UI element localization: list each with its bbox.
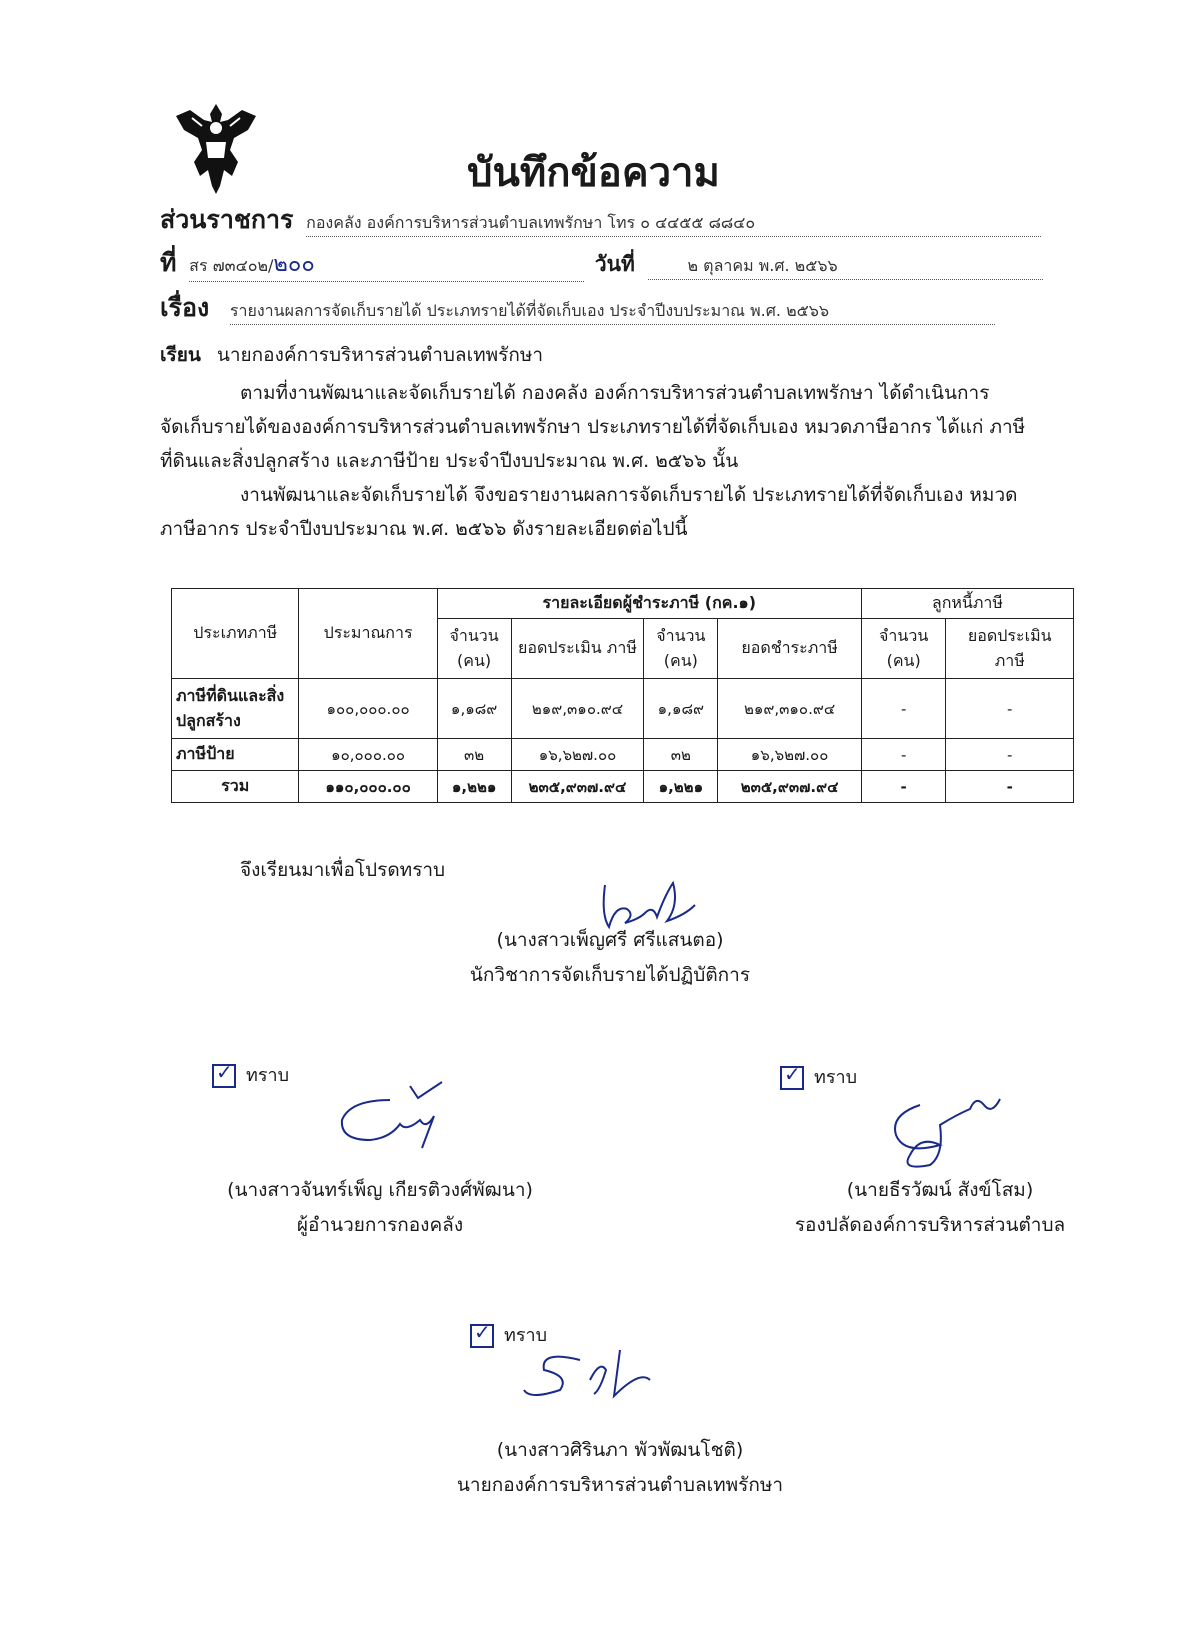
- reference-label: ที่: [160, 248, 177, 277]
- director-ack-label: ทราบ: [246, 1065, 290, 1086]
- para2-line1: งานพัฒนาและจัดเก็บรายได้ จึงขอรายงานผลการจัดเก็บรายได้ ประเภทรายได้ที่จัดเก็บเอง หมวด: [240, 484, 1018, 506]
- director-title: ผู้อำนวยการกองคลัง: [296, 1214, 464, 1236]
- recipient-label: เรียน: [160, 344, 201, 366]
- date-label: วันที่: [594, 252, 635, 276]
- row-debt-count: -: [861, 679, 946, 739]
- total-paid: ๒๓๕,๙๓๗.๙๔: [718, 771, 862, 803]
- para1-line3: ที่ดินและสิ่งปลูกสร้าง และภาษีป้าย ประจำปีงบประมาณ พ.ศ. ๒๕๖๖ นั้น: [160, 450, 739, 472]
- mayor-name: (นางสาวศิรินภา พัวพัฒนโชติ): [496, 1439, 744, 1461]
- row-count1: ๑,๑๘๙: [437, 679, 511, 739]
- table-row: [172, 739, 1074, 771]
- row-estimate: ๑๐๐,๐๐๐.๐๐: [299, 679, 437, 739]
- deputy-name: (นายธีรวัฒน์ สังข์โสม): [846, 1179, 1034, 1201]
- row-estimate: ๑๐,๐๐๐.๐๐: [299, 739, 437, 771]
- row-count2: ๓๒: [644, 739, 718, 771]
- director-signature: [330, 1080, 470, 1160]
- officer-title: นักวิชาการจัดเก็บรายได้ปฏิบัติการ: [469, 964, 751, 986]
- col-debt-count-header: จำนวน (คน): [861, 619, 946, 679]
- total-estimate: ๑๑๐,๐๐๐.๐๐: [299, 771, 437, 803]
- group-detail-header: รายละเอียดผู้ชำระภาษี (กค.๑): [437, 589, 861, 619]
- para2-line2: ภาษีอากร ประจำปีงบประมาณ พ.ศ. ๒๕๖๖ ดังรายละเอียดต่อไปนี้: [160, 518, 688, 540]
- mayor-title: นายกองค์การบริหารส่วนตำบลเทพรักษา: [456, 1474, 784, 1496]
- group-debtor-header: ลูกหนี้ภาษี: [861, 589, 1073, 619]
- department-value: กองคลัง องค์การบริหารส่วนตำบลเทพรักษา โทร ๐ ๔๔๕๕ ๘๘๔๐: [306, 211, 1041, 237]
- para1-line2: จัดเก็บรายได้ขององค์การบริหารส่วนตำบลเทพรักษา ประเภทรายได้ที่จัดเก็บเอง หมวดภาษีอากร ได้แก่ ภาษี: [160, 416, 1026, 438]
- deputy-title: รองปลัดองค์การบริหารส่วนตำบล: [794, 1214, 1066, 1236]
- deputy-ack: [780, 1062, 857, 1091]
- closing-text: จึงเรียนมาเพื่อโปรดทราบ: [240, 859, 446, 881]
- checkbox-checked-icon: ✓: [212, 1064, 236, 1088]
- tax-collection-table: [171, 588, 1074, 803]
- director-name: (นางสาวจันทร์เพ็ญ เกียรติวงศ์พัฒนา): [227, 1179, 533, 1201]
- table-row: [172, 679, 1074, 739]
- reference-number: ๒๐๐: [273, 252, 315, 277]
- col-assess-header: ยอดประเมิน ภาษี: [511, 619, 644, 679]
- row-paid: ๒๑๙,๓๑๐.๙๔: [718, 679, 862, 739]
- recipient-line: [160, 340, 543, 370]
- row-assess: ๒๑๙,๓๑๐.๙๔: [511, 679, 644, 739]
- page-title: บันทึกข้อความ: [467, 150, 720, 196]
- director-ack: [212, 1060, 289, 1089]
- row-count2: ๑,๑๘๙: [644, 679, 718, 739]
- body-paragraph-1: [160, 376, 1040, 546]
- department-line: [160, 200, 1041, 240]
- department-label: ส่วนราชการ: [160, 205, 294, 234]
- col-count1-header: จำนวน (คน): [437, 619, 511, 679]
- total-count2: ๑,๒๒๑: [644, 771, 718, 803]
- checkbox-checked-icon: ✓: [470, 1324, 494, 1348]
- row-count1: ๓๒: [437, 739, 511, 771]
- total-assess: ๒๓๕,๙๓๗.๙๔: [511, 771, 644, 803]
- subject-value: รายงานผลการจัดเก็บรายได้ ประเภทรายได้ที่จัดเก็บเอง ประจำปีงบประมาณ พ.ศ. ๒๕๖๖: [230, 299, 995, 325]
- col-type-header: ประเภทภาษี: [172, 589, 299, 679]
- row-debt-assess: -: [946, 679, 1074, 739]
- reference-value: สร ๗๓๔๐๒/: [189, 256, 274, 275]
- col-paid-header: ยอดชำระภาษี: [718, 619, 862, 679]
- subject-label: เรื่อง: [160, 293, 210, 322]
- mayor-ack-label: ทราบ: [504, 1325, 548, 1346]
- deputy-ack-label: ทราบ: [814, 1067, 858, 1088]
- deputy-signature: [880, 1085, 1030, 1175]
- checkbox-checked-icon: ✓: [780, 1066, 804, 1090]
- total-debt-assess: -: [946, 771, 1074, 803]
- total-count1: ๑,๒๒๑: [437, 771, 511, 803]
- row-type: ภาษีป้าย: [172, 739, 299, 771]
- col-debt-assess-header: ยอดประเมิน ภาษี: [946, 619, 1074, 679]
- subject-line: [160, 288, 995, 328]
- row-assess: ๑๖,๖๒๗.๐๐: [511, 739, 644, 771]
- row-type: ภาษีที่ดินและสิ่งปลูกสร้าง: [172, 679, 299, 739]
- col-estimate-header: ประมาณการ: [299, 589, 437, 679]
- mayor-signature: [520, 1340, 670, 1420]
- table-total-row: [172, 771, 1074, 803]
- date-value: ๒ ตุลาคม พ.ศ. ๒๕๖๖: [648, 254, 1043, 280]
- col-count2-header: จำนวน (คน): [644, 619, 718, 679]
- row-paid: ๑๖,๖๒๗.๐๐: [718, 739, 862, 771]
- row-debt-count: -: [861, 739, 946, 771]
- recipient-value: นายกองค์การบริหารส่วนตำบลเทพรักษา: [216, 344, 544, 366]
- para1-line1: ตามที่งานพัฒนาและจัดเก็บรายได้ กองคลัง องค์การบริหารส่วนตำบลเทพรักษา ได้ดำเนินการ: [240, 382, 990, 404]
- total-label: รวม: [172, 771, 299, 803]
- row-debt-assess: -: [946, 739, 1074, 771]
- reference-line: [160, 243, 1043, 283]
- total-debt-count: -: [861, 771, 946, 803]
- officer-name: (นางสาวเพ็ญศรี ศรีแสนตอ): [496, 929, 724, 951]
